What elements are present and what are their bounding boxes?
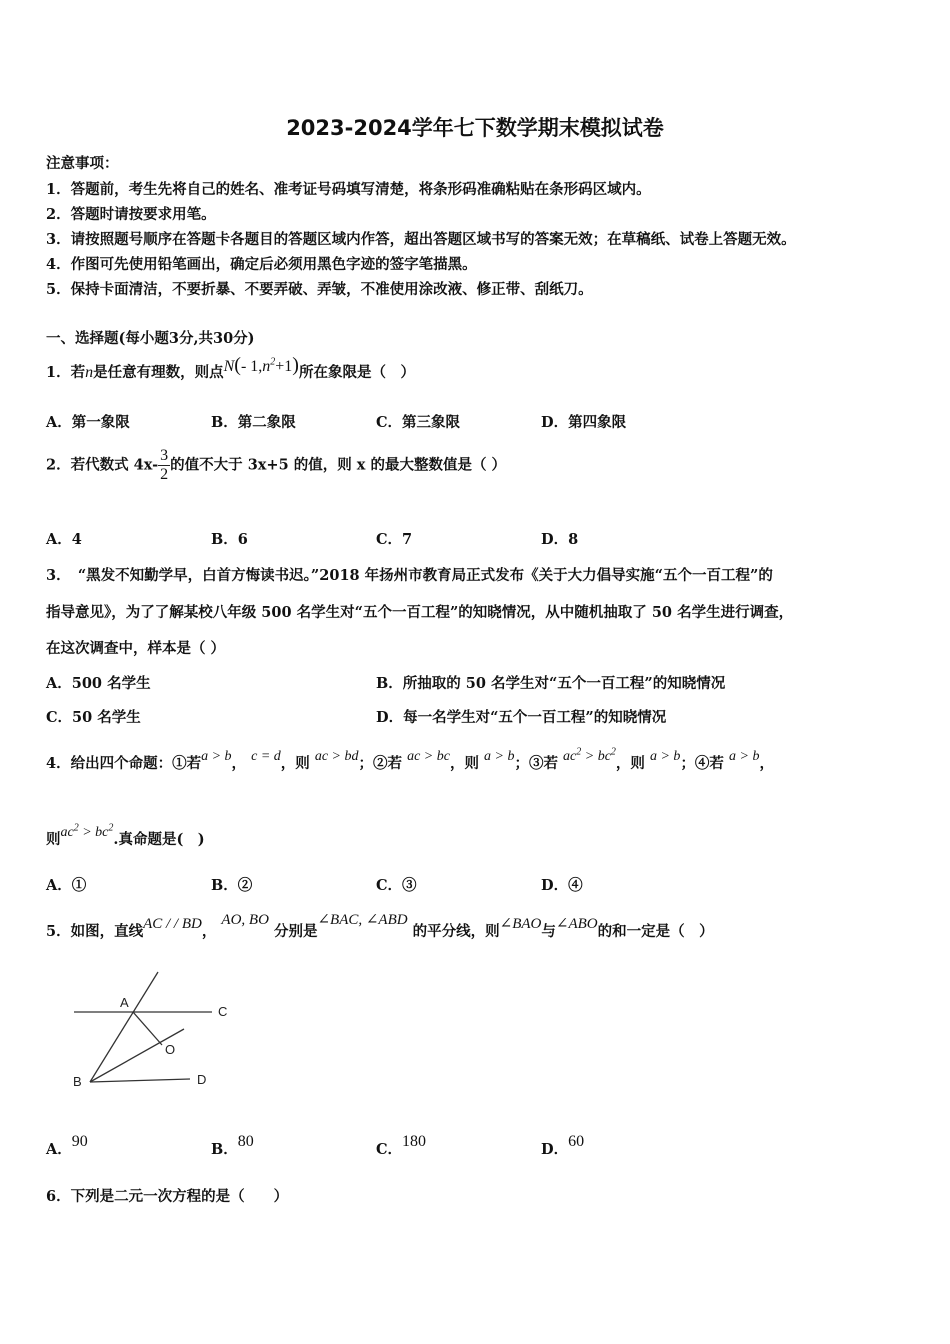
question-3-line: 指导意见》，为了了解某校八年级 500 名学生对“五个一百工程”的知晓情况，从中随机抽取了 50 名学生进行调查， [46, 604, 794, 621]
question-4: 4．给出四个命题：①若a > b， c = d，则 ac > bd；②若 ac > bc，则 a > b；③若 $ac^2 > bc^2$，则 a > b；④若 a > b， [46, 746, 774, 772]
option-c: C．180 [376, 1133, 427, 1158]
label-b: B [73, 1074, 82, 1089]
option-d: D．每一名学生对“五个一百工程”的知晓情况 [376, 709, 667, 726]
option-c: C．③ [376, 877, 417, 894]
option-b: B．第二象限 [211, 414, 296, 431]
question-2: 2．若代数式 4x- $\frac{3}{2}$ 的值不大于 3x+5 的值，则 x 的最大整数值是（ ） [46, 447, 506, 483]
option-d: D．8 [541, 531, 579, 548]
option-a: A．500 名学生 [46, 675, 151, 692]
notice-item: 3．请按照题号顺序在答题卡各题目的答题区域内作答，超出答题区域书写的答案无效；在草稿纸、试卷上答题无效。 [46, 231, 796, 248]
label-c: C [218, 1004, 228, 1019]
line-bd [90, 1079, 190, 1082]
label-o: O [165, 1042, 176, 1057]
option-b: B．② [211, 877, 253, 894]
option-a: A．第一象限 [46, 414, 130, 431]
option-d: D．60 [541, 1133, 585, 1158]
notice-heading: 注意事项： [46, 155, 119, 172]
section-heading: 一、选择题(每小题3分,共30分) [46, 330, 255, 347]
geometry-figure [60, 965, 240, 1095]
label-a: A [120, 995, 129, 1010]
option-a: A．90 [46, 1133, 88, 1158]
question-3-line: 3． “黑发不知勤学早，白首方悔读书迟。”2018 年扬州市教育局正式发布《关于大力倡导实施“五个一百工程”的 [46, 567, 773, 584]
question-5: 5．如图，直线AC / / BD， AO, BO 分别是∠BAC, ∠ABD 的平分线，则∠BAO与∠ABO的和一定是（ ） [46, 912, 714, 940]
question-1: 1．若n是任意有理数，则点N(- $1,n^2+1$)所在象限是（ ） [46, 354, 415, 381]
option-a: A．4 [46, 531, 82, 548]
option-a: A．① [46, 877, 87, 894]
page-title: 2023-2024学年七下数学期末模拟试卷 [286, 116, 664, 140]
notice-item: 4．作图可先使用铅笔画出，确定后必须用黑色字迹的签字笔描黑。 [46, 256, 477, 273]
option-b: B．80 [211, 1133, 254, 1158]
option-b: B．6 [211, 531, 248, 548]
option-c: C．7 [376, 531, 413, 548]
notice-item: 1．答题前，考生先将自己的姓名、准考证号码填写清楚，将条形码准确粘贴在条形码区域内。 [46, 181, 651, 198]
option-d: D．④ [541, 877, 583, 894]
line-ab [90, 972, 158, 1082]
option-c: C．第三象限 [376, 414, 461, 431]
notice-item: 5．保持卡面清洁，不要折暴、不要弄破、弄皱，不准使用涂改液、修正带、刮纸刀。 [46, 281, 593, 298]
question-3-line: 在这次调查中，样本是（ ） [46, 640, 226, 657]
line-ao [133, 1012, 162, 1045]
label-d: D [197, 1072, 207, 1087]
option-c: C．50 名学生 [46, 709, 141, 726]
question-4-line2: 则$ac^2 > bc^2$.真命题是( ) [46, 822, 205, 848]
option-d: D．第四象限 [541, 414, 627, 431]
option-b: B．所抽取的 50 名学生对“五个一百工程”的知晓情况 [376, 675, 726, 692]
question-6: 6．下列是二元一次方程的是（ ） [46, 1188, 289, 1205]
notice-item: 2．答题时请按要求用笔。 [46, 206, 216, 223]
